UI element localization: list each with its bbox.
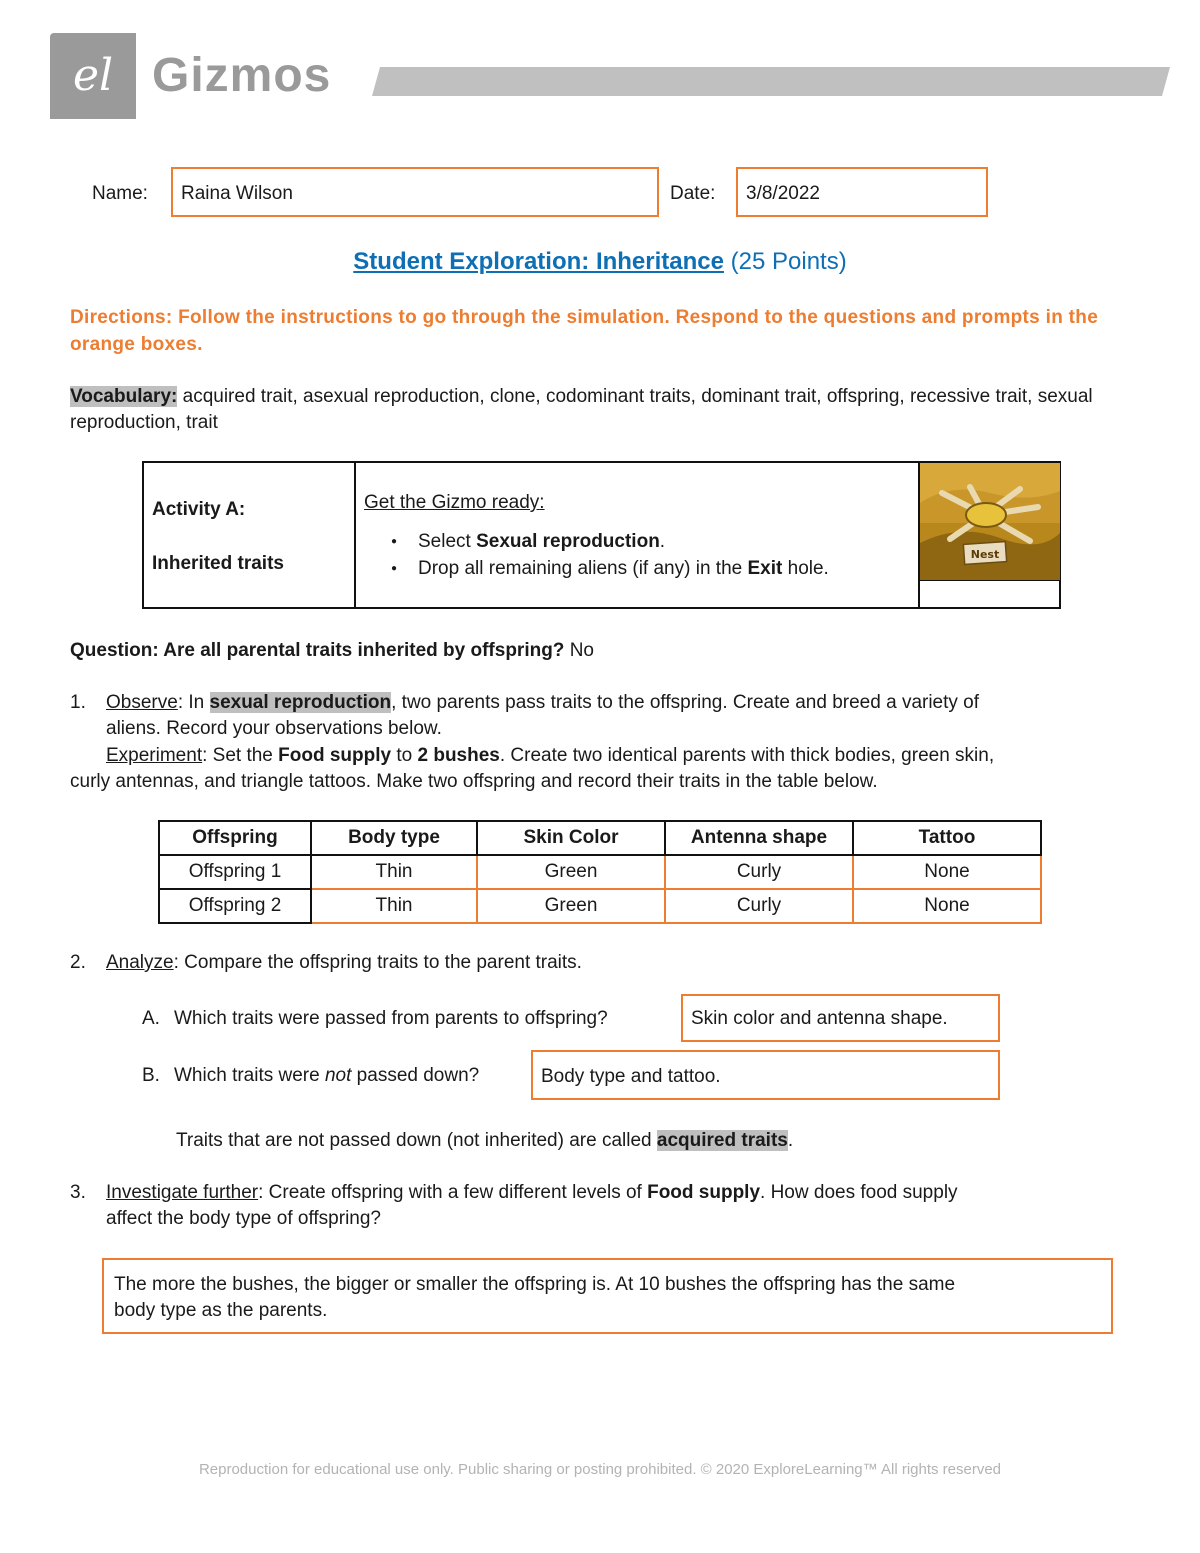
traits-table — [158, 820, 1042, 924]
q2a-letter: A. — [142, 1008, 160, 1029]
title-link[interactable]: Student Exploration: Inheritance — [353, 248, 724, 275]
table-cell-answer[interactable]: None — [853, 855, 1041, 889]
acquired-traits-note: Traits that are not passed down (not inherited) are called acquired traits. — [176, 1130, 794, 1151]
name-value: Raina Wilson — [181, 183, 293, 204]
vocabulary-label: Vocabulary: — [70, 386, 178, 407]
q2-number: 2. — [70, 952, 86, 973]
q3-answer-box[interactable] — [102, 1258, 1113, 1334]
table-cell-answer[interactable]: Thin — [311, 889, 477, 923]
logo-icon: el — [72, 50, 114, 101]
q3-answer-line1: The more the bushes, the bigger or smaller the offspring is. At 10 bushes the offspring has the same — [114, 1274, 956, 1295]
q1-line4: curly antennas, and triangle tattoos. Make two offspring and record their traits in the table below. — [70, 771, 878, 792]
table-row — [159, 889, 1041, 923]
table-header: Offspring — [159, 821, 311, 855]
q2-text: Analyze: Compare the offspring traits to the parent traits. — [106, 952, 582, 973]
table-header-row — [159, 821, 1041, 855]
q3-line1: Investigate further: Create offspring with a few different levels of Food supply. How does food supply — [106, 1182, 958, 1203]
activity-subtitle: Inherited traits — [152, 553, 284, 574]
table-cell: Offspring 1 — [159, 855, 311, 889]
table-header: Body type — [311, 821, 477, 855]
q2a-text: Which traits were passed from parents to offspring? — [174, 1008, 608, 1029]
table-header: Antenna shape — [665, 821, 853, 855]
q3-line2: affect the body type of offspring? — [106, 1208, 381, 1229]
title-points: (25 Points) — [723, 248, 847, 275]
q3-number: 3. — [70, 1182, 86, 1203]
q1-line2: aliens. Record your observations below. — [106, 718, 442, 739]
bullet-select-sexual: Select Sexual reproduction. — [418, 531, 666, 552]
date-value: 3/8/2022 — [746, 183, 820, 204]
bullet-icon: ● — [391, 536, 398, 547]
q1-number: 1. — [70, 692, 86, 713]
vocabulary-text: acquired trait, asexual reproduction, clone, codominant traits, dominant trait, offspring, recessive trait, sexual reproduction, trait — [70, 386, 1093, 433]
name-label: Name: — [92, 183, 148, 204]
nest-label: Nest — [970, 548, 1000, 561]
get-ready-heading: Get the Gizmo ready: — [364, 492, 545, 513]
table-cell-answer[interactable]: Green — [477, 889, 665, 923]
activity-title: Activity A: — [152, 499, 246, 520]
directions: Directions: Follow the instructions to go through the simulation. Respond to the questions and prompts in the orange boxes. — [70, 307, 1099, 355]
bullet-drop-aliens: Drop all remaining aliens (if any) in the Exit hole. — [418, 558, 829, 579]
bullet-icon: ● — [391, 563, 398, 574]
name-field[interactable] — [171, 167, 659, 217]
table-cell-answer[interactable]: Thin — [311, 855, 477, 889]
table-cell-answer[interactable]: Green — [477, 855, 665, 889]
table-cell-answer[interactable]: None — [853, 889, 1041, 923]
table-cell-answer[interactable]: Curly — [665, 889, 853, 923]
q2a-answer-box[interactable] — [681, 994, 1000, 1042]
page-title — [0, 248, 1200, 276]
main-question: Question: Are all parental traits inherited by offspring? No — [70, 640, 594, 661]
q2a-answer: Skin color and antenna shape. — [691, 1008, 948, 1029]
table-header: Skin Color — [477, 821, 665, 855]
q3-answer-line2: body type as the parents. — [114, 1300, 328, 1321]
footer-copyright: Reproduction for educational use only. Public sharing or posting prohibited. © 2020 ExploreLearning™ All rights reserved — [198, 1461, 1002, 1478]
q2b-letter: B. — [142, 1065, 160, 1086]
q2b-answer-box[interactable] — [531, 1050, 1000, 1100]
q2b-answer: Body type and tattoo. — [541, 1066, 721, 1087]
nest-image — [920, 463, 1060, 580]
table-header: Tattoo — [853, 821, 1041, 855]
table-cell: Offspring 2 — [159, 889, 311, 923]
q1-line1: Observe: In sexual reproduction, two parents pass traits to the offspring. Create and breed a variety of — [106, 692, 980, 713]
q1-line3: Experiment: Set the Food supply to 2 bushes. Create two identical parents with thick bodies, green skin, — [106, 745, 995, 766]
header-bar — [372, 67, 1170, 96]
brand-name: Gizmos — [152, 49, 332, 102]
date-label: Date: — [670, 183, 716, 204]
question-answer: No — [564, 640, 594, 661]
q2b-text: Which traits were not passed down? — [174, 1065, 480, 1086]
table-row — [159, 855, 1041, 889]
date-field[interactable] — [736, 167, 988, 217]
vocabulary — [70, 384, 1130, 436]
table-cell-answer[interactable]: Curly — [665, 855, 853, 889]
